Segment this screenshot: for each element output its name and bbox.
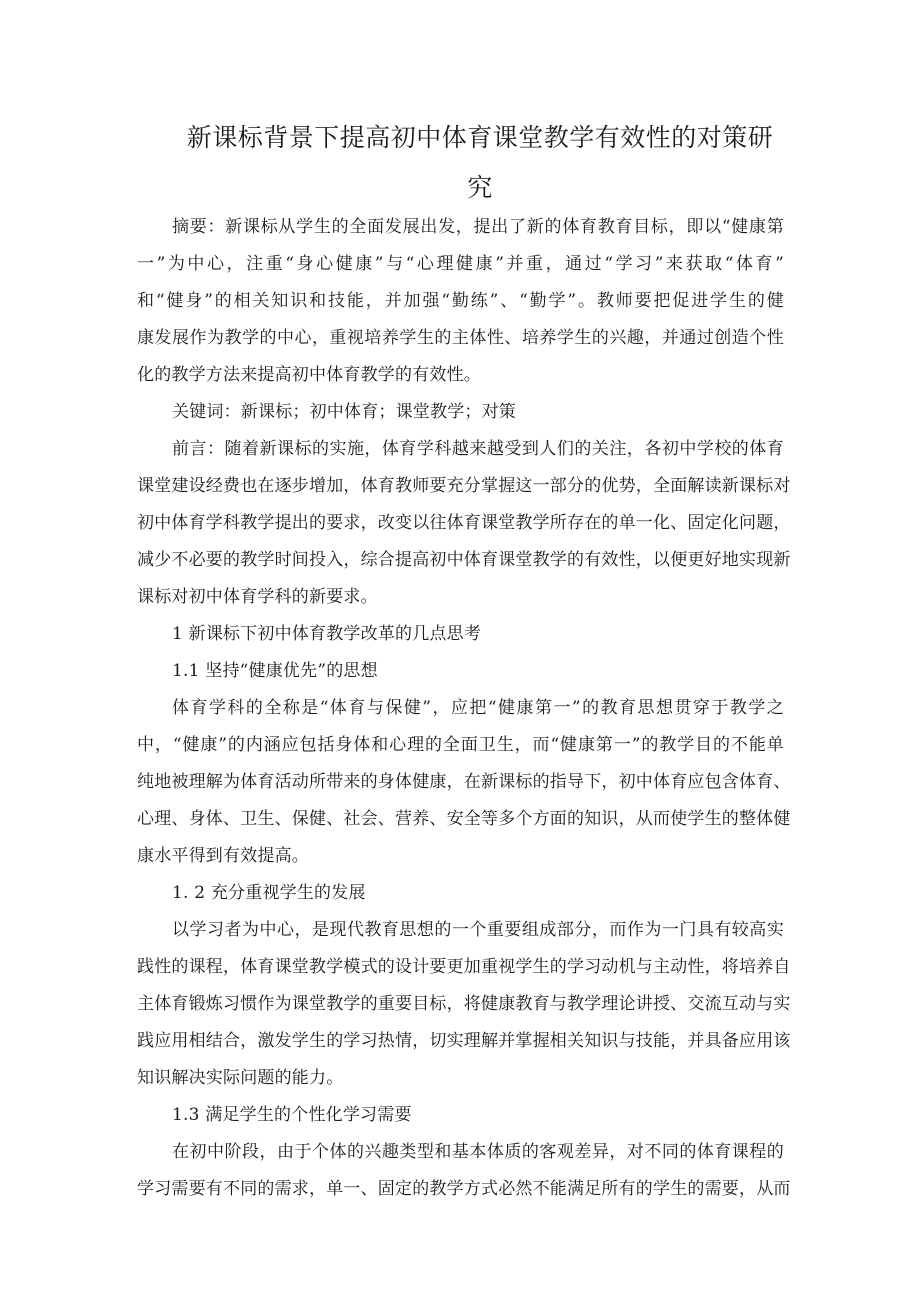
abstract-line: 和“健身”的相关知识和技能，并加强“勤练”、“勤学”。教师要把促进学生的健 [137, 291, 784, 311]
subsection-heading: 1.3 满足学生的个性化学习需要 [172, 1105, 412, 1125]
paragraph-line: 以学习者为中心，是现代教育思想的一个重要组成部分，而作为一门具有较高实 [172, 920, 784, 940]
paragraph-line: 体育学科的全称是“体育与保健”，应把“健康第一”的教育思想贯穿于教学之 [172, 698, 784, 718]
abstract-line: 化的教学方法来提高初中体育教学的有效性。 [137, 365, 481, 385]
paragraph-line: 践性的课程，体育课堂教学模式的设计要更加重视学生的学习动机与主动性，将培养自 [137, 957, 791, 977]
section-heading: 1 新课标下初中体育教学改革的几点思考 [172, 624, 482, 644]
abstract-line: 摘要：新课标从学生的全面发展出发，提出了新的体育教育目标，即以“健康第 [172, 217, 784, 237]
abstract-line: 康发展作为教学的中心，重视培养学生的主体性、培养学生的兴趣，并通过创造个性 [137, 328, 784, 348]
subsection-heading: 1. 2 充分重视学生的发展 [172, 883, 366, 903]
preface-line: 前言：随着新课标的实施，体育学科越来越受到人们的关注，各初中学校的体育 [172, 439, 784, 459]
keywords: 关键词：新课标；初中体育；课堂教学；对策 [172, 402, 516, 422]
abstract-line: 一”为中心，注重“身心健康”与“心理健康”并重，通过“学习”来获取“体育” [137, 254, 784, 274]
paragraph-line: 践应用相结合，激发学生的学习热情，切实理解并掌握相关知识与技能，并具备应用该 [137, 1031, 791, 1051]
preface-line: 课标对初中体育学科的新要求。 [137, 587, 378, 607]
document-title: 新课标背景下提高初中体育课堂教学有效性的对策研 [186, 123, 774, 152]
paragraph-line: 纯地被理解为体育活动所带来的身体健康，在新课标的指导下，初中体育应包含体育、 [137, 772, 791, 792]
paragraph-line: 知识解决实际问题的能力。 [137, 1068, 344, 1088]
subsection-heading: 1.1 坚持“健康优先”的思想 [172, 661, 378, 681]
paragraph-line: 在初中阶段，由于个体的兴趣类型和基本体质的客观差异，对不同的体育课程的 [172, 1142, 784, 1162]
preface-line: 课堂建设经费也在逐步增加，体育教师要充分掌握这一部分的优势，全面解读新课标对 [137, 476, 791, 496]
paragraph-line: 心理、身体、卫生、保健、社会、营养、安全等多个方面的知识，从而使学生的整体健 [137, 809, 791, 829]
paragraph-line: 学习需要有不同的需求，单一、固定的教学方式必然不能满足所有的学生的需要，从而 [137, 1179, 791, 1199]
preface-line: 初中体育学科教学提出的要求，改变以往体育课堂教学所存在的单一化、固定化问题， [137, 513, 791, 533]
paragraph-line: 康水平得到有效提高。 [137, 846, 309, 866]
document-title-continued: 究 [467, 173, 493, 202]
paragraph-line: 中，“健康”的内涵应包括身体和心理的全面卫生，而“健康第一”的教学目的不能单 [137, 735, 784, 755]
preface-line: 减少不必要的教学时间投入，综合提高初中体育课堂教学的有效性，以便更好地实现新 [137, 550, 791, 570]
paragraph-line: 主体育锻炼习惯作为课堂教学的重要目标，将健康教育与教学理论讲授、交流互动与实 [137, 994, 791, 1014]
